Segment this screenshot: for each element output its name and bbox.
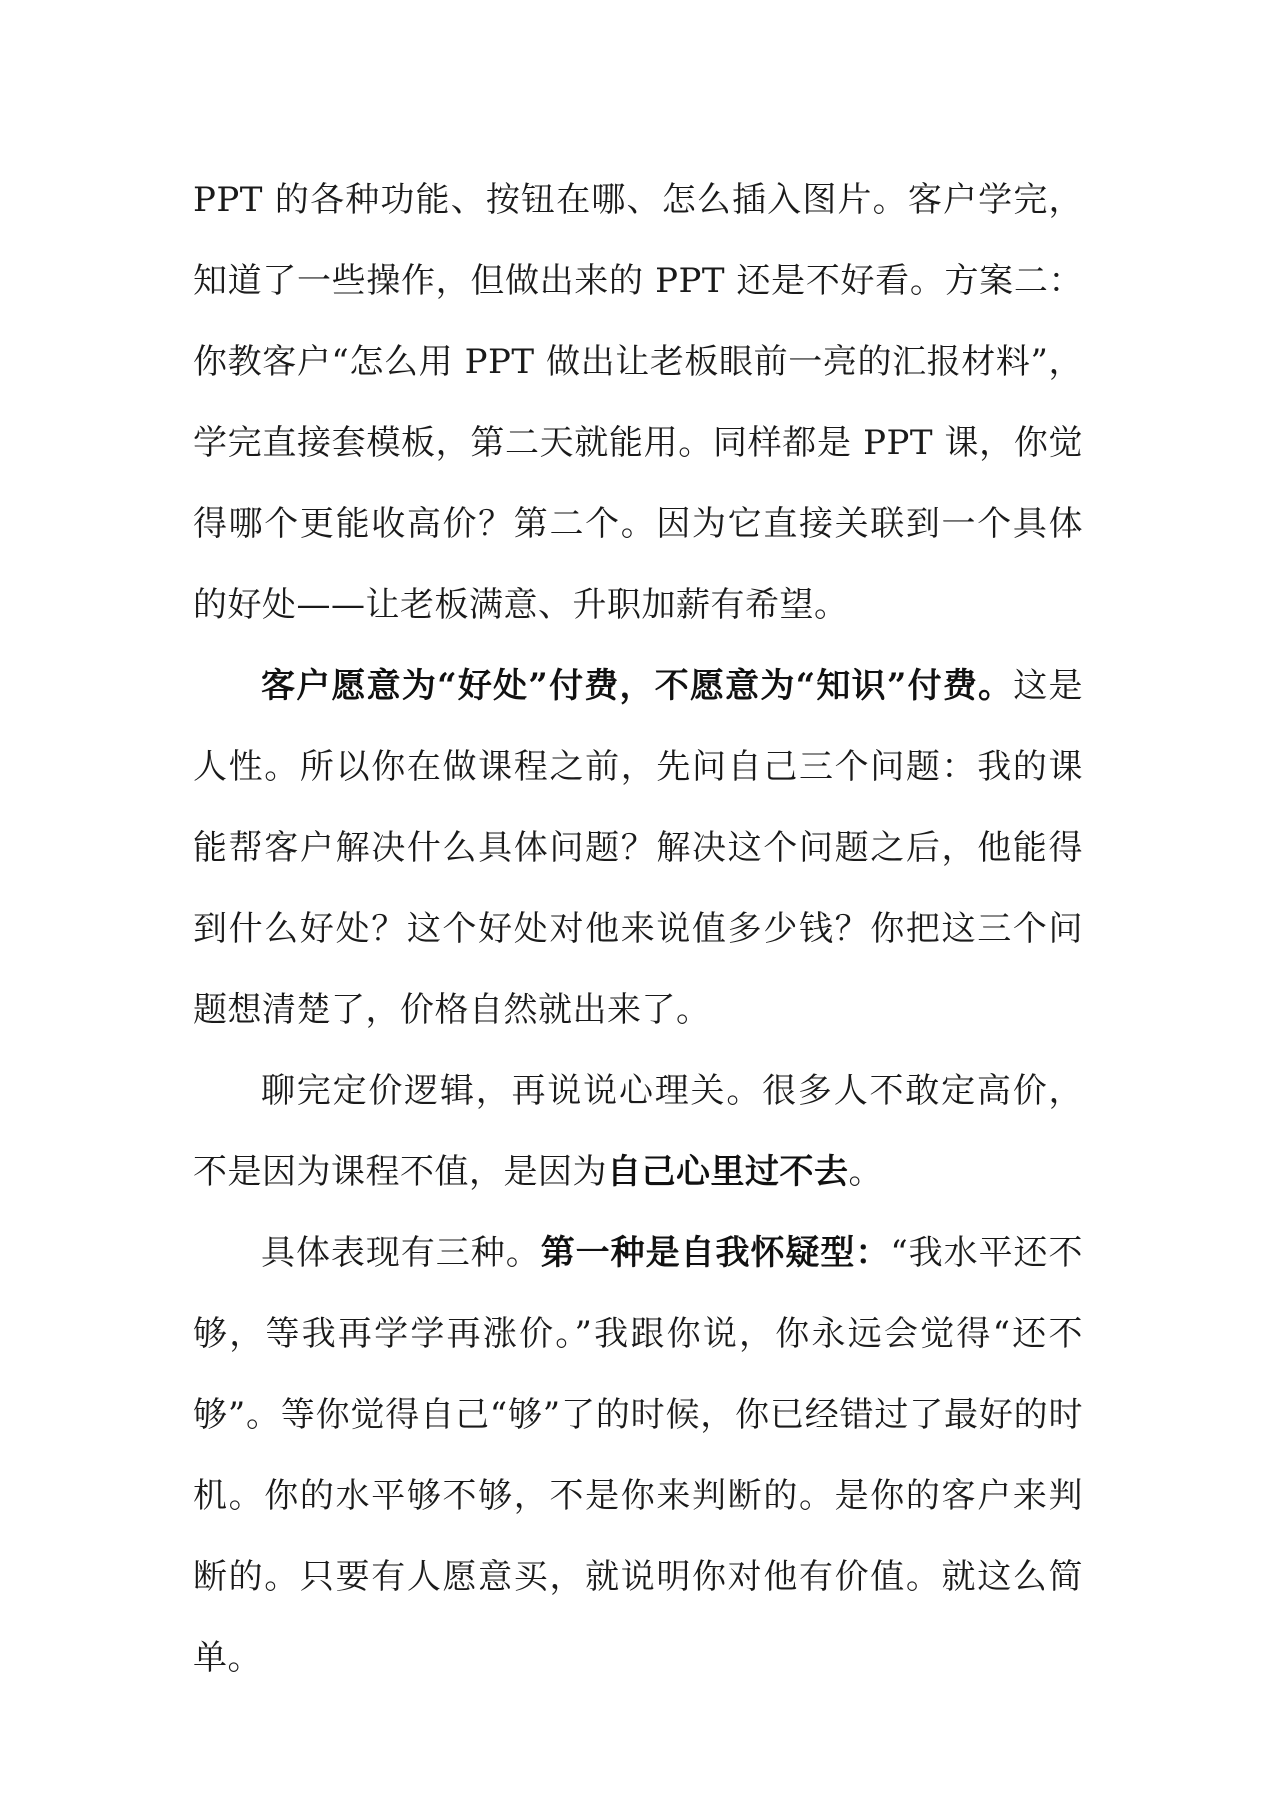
- document-page: [193, 160, 1083, 1699]
- paragraph-3-bold-phrase: 自己心里过不去: [607, 1152, 849, 1192]
- paragraph-3-end: 。: [848, 1152, 883, 1192]
- paragraph-1: [193, 160, 1083, 646]
- paragraph-4-lead: 具体表现有三种。: [261, 1233, 541, 1273]
- paragraph-4: [193, 1213, 1083, 1699]
- paragraph-2-text: 这是人性。所以你在做课程之前，先问自己三个问题：我的课能帮客户解决什么具体问题？解决这个问题之后，他能得到什么好处？这个好处对他来说值多少钱？你把这三个问题想清楚了，价格自然就出来了。: [193, 666, 1084, 1030]
- paragraph-3-text: 聊完定价逻辑，再说说心理关。很多人不敢定高价，不是因为课程不值，是因为: [193, 1071, 1083, 1192]
- paragraph-4-bold-heading: 第一种是自我怀疑型：: [540, 1233, 891, 1273]
- paragraph-2: [193, 646, 1083, 1051]
- paragraph-3: [193, 1051, 1083, 1213]
- paragraph-1-text: PPT 的各种功能、按钮在哪、怎么插入图片。客户学完，知道了一些操作，但做出来的 PPT 还是不好看。方案二：你教客户“怎么用 PPT 做出让老板眼前一亮的汇报材料”，学完直接套模板，第二天就能用。同样都是 PPT 课，你觉得哪个更能收高价？第二个。因为它直接关联到一个具体的好处——让老板满意、升职加薪有希望。: [193, 180, 1083, 625]
- paragraph-4-text: “我水平还不够，等我再学学再涨价。”我跟你说，你永远会觉得“还不够”。等你觉得自己“够”了的时候，你已经错过了最好的时机。你的水平够不够，不是你来判断的。是你的客户来判断的。只要有人愿意买，就说明你对他有价值。就这么简单。: [193, 1233, 1084, 1678]
- paragraph-2-bold-lead: 客户愿意为“好处”付费，不愿意为“知识”付费。: [261, 666, 1014, 706]
